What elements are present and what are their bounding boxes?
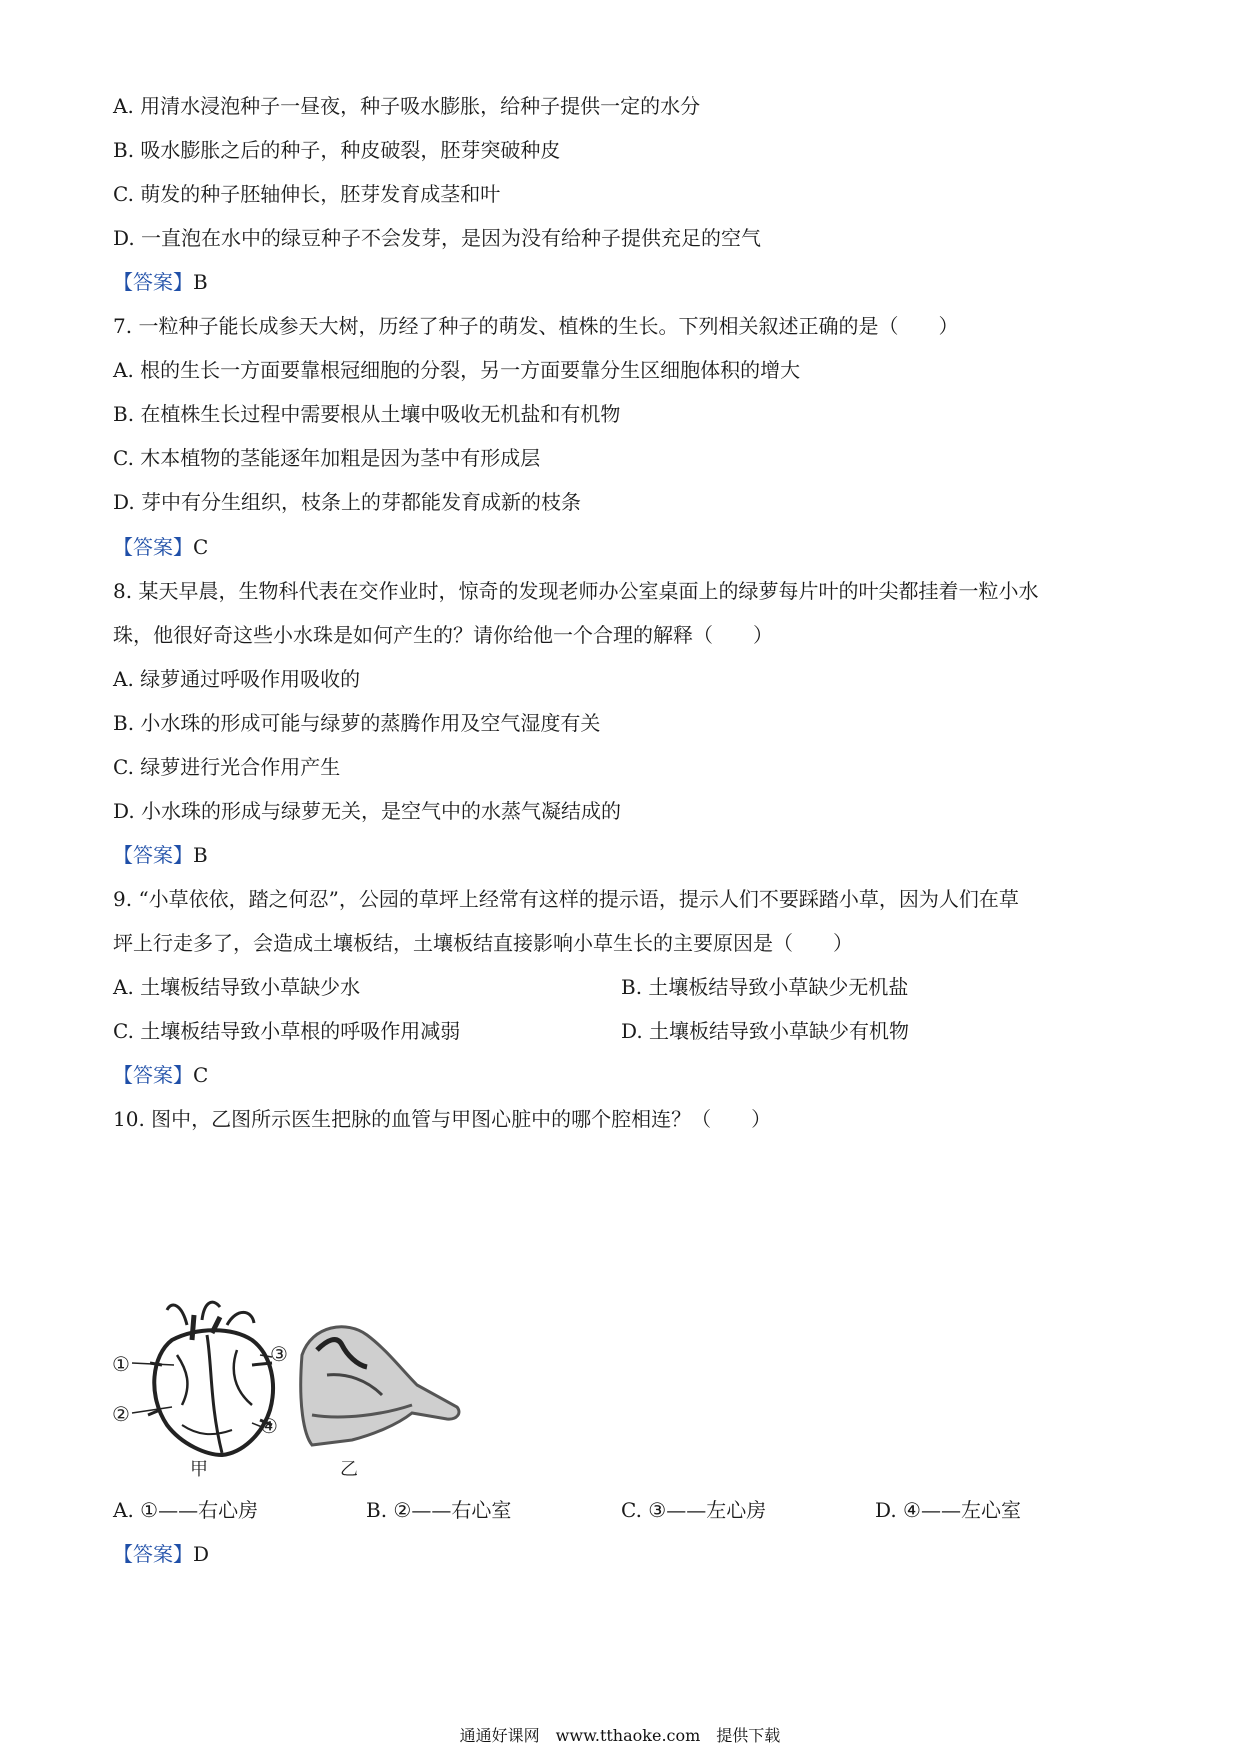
q9-answer xyxy=(113,1061,208,1089)
answer-tag: 【答案】 xyxy=(113,843,193,867)
answer-tag: 【答案】 xyxy=(113,535,193,559)
answer-value: B xyxy=(193,270,208,294)
q10-answer xyxy=(113,1540,209,1568)
q10-option-d: D. ④——左心室 xyxy=(875,1498,1021,1522)
heart-and-pulse-diagram xyxy=(112,1295,512,1480)
answer-value: D xyxy=(193,1542,210,1566)
q7-option-c: C. 木本植物的茎能逐年加粗是因为茎中有形成层 xyxy=(113,446,541,470)
answer-tag: 【答案】 xyxy=(113,1063,193,1087)
q9-option-c: C. 土壤板结导致小草根的呼吸作用减弱 xyxy=(113,1019,461,1043)
pulse-hand-diagram xyxy=(301,1327,459,1445)
answer-tag: 【答案】 xyxy=(113,1542,193,1566)
q8-option-b: B. 小水珠的形成可能与绿萝的蒸腾作用及空气湿度有关 xyxy=(113,711,601,735)
q8-option-c: C. 绿萝进行光合作用产生 xyxy=(113,755,341,779)
q6-option-b: B. 吸水膨胀之后的种子，种皮破裂，胚芽突破种皮 xyxy=(113,138,561,162)
answer-value: B xyxy=(193,843,208,867)
label-3: ③ xyxy=(270,1342,288,1366)
q6-answer xyxy=(113,268,208,296)
label-4: ④ xyxy=(260,1414,278,1438)
q7-stem: 7. 一粒种子能长成参天大树，历经了种子的萌发、植株的生长。下列相关叙述正确的是（ ） xyxy=(113,314,959,338)
answer-tag: 【答案】 xyxy=(113,270,193,294)
q10-figure xyxy=(112,1295,512,1480)
q10-option-a: A. ①——右心房 xyxy=(113,1498,259,1522)
q10-stem: 10. 图中，乙图所示医生把脉的血管与甲图心脏中的哪个腔相连？（ ） xyxy=(113,1107,772,1131)
label-2: ② xyxy=(112,1402,130,1426)
fig-label-jia: 甲 xyxy=(190,1459,208,1480)
q10-option-b: B. ②——右心室 xyxy=(366,1498,512,1522)
answer-value: C xyxy=(193,535,209,559)
q9-stem-line2: 坪上行走多了，会造成土壤板结，土壤板结直接影响小草生长的主要原因是（ ） xyxy=(113,931,853,955)
q10-option-c: C. ③——左心房 xyxy=(621,1498,767,1522)
q8-option-a: A. 绿萝通过呼吸作用吸收的 xyxy=(113,667,361,691)
fig-label-yi: 乙 xyxy=(340,1459,358,1480)
q9-option-d: D. 土壤板结导致小草缺少有机物 xyxy=(621,1019,910,1043)
answer-value: C xyxy=(193,1063,209,1087)
q7-option-d: D. 芽中有分生组织，枝条上的芽都能发育成新的枝条 xyxy=(113,490,582,514)
q8-stem-line2: 珠，他很好奇这些小水珠是如何产生的？请你给他一个合理的解释（ ） xyxy=(113,623,773,647)
q8-option-d: D. 小水珠的形成与绿萝无关，是空气中的水蒸气凝结成的 xyxy=(113,799,622,823)
q7-answer xyxy=(113,533,208,561)
q9-option-a: A. 土壤板结导致小草缺少水 xyxy=(113,975,361,999)
q9-option-b: B. 土壤板结导致小草缺少无机盐 xyxy=(621,975,909,999)
heart-diagram xyxy=(148,1302,273,1455)
q7-option-a: A. 根的生长一方面要靠根冠细胞的分裂，另一方面要靠分生区细胞体积的增大 xyxy=(113,358,801,382)
q6-option-d: D. 一直泡在水中的绿豆种子不会发芽，是因为没有给种子提供充足的空气 xyxy=(113,226,762,250)
q8-stem-line1: 8. 某天早晨，生物科代表在交作业时，惊奇的发现老师办公室桌面上的绿萝每片叶的叶尖都挂着一粒小水 xyxy=(113,579,1039,603)
page-footer: 通通好课网 www.tthaoke.com 提供下载 xyxy=(459,1726,781,1745)
q6-option-c: C. 萌发的种子胚轴伸长，胚芽发育成茎和叶 xyxy=(113,182,501,206)
q6-option-a: A. 用清水浸泡种子一昼夜，种子吸水膨胀，给种子提供一定的水分 xyxy=(113,94,701,118)
q7-option-b: B. 在植株生长过程中需要根从土壤中吸收无机盐和有机物 xyxy=(113,402,621,426)
label-1: ① xyxy=(112,1352,130,1376)
q9-stem-line1: 9. “小草依依，踏之何忍”，公园的草坪上经常有这样的提示语，提示人们不要踩踏小草，因为人们在草 xyxy=(113,887,1019,911)
q8-answer xyxy=(113,841,208,869)
